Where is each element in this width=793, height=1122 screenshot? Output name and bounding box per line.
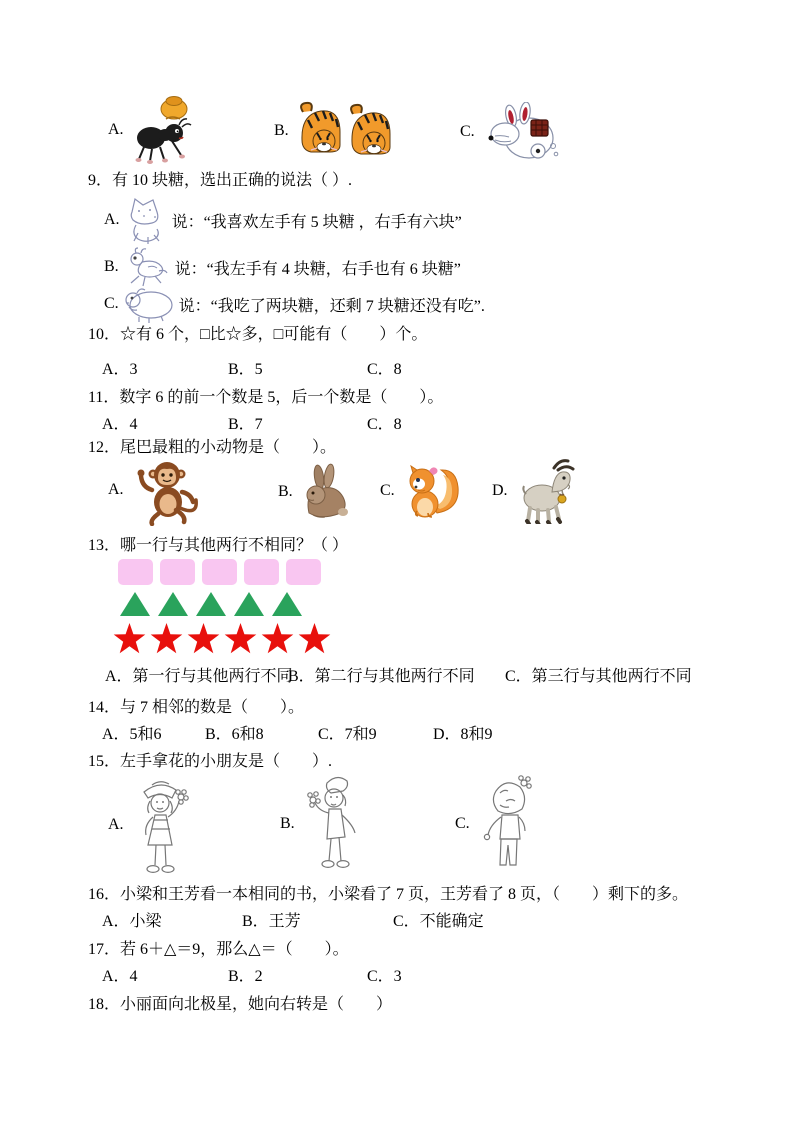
red-star-shape [112, 623, 147, 655]
red-star-shape [223, 623, 258, 655]
q9-option-b [104, 246, 461, 288]
q13-option-c: C．第三行与其他两行不同 [505, 668, 692, 685]
q9-option-c [104, 284, 485, 324]
q15-option-b [280, 770, 365, 878]
q15-option-c-label: C. [455, 815, 470, 832]
q12-option-a-label: A. [108, 481, 124, 498]
two-tigers-image [297, 100, 397, 162]
child-sketch-back [476, 771, 540, 877]
pink-rectangle-shape [202, 559, 237, 585]
green-triangle-shape [158, 592, 188, 616]
green-triangle-shape [120, 592, 150, 616]
q8-option-a-label: A. [108, 121, 124, 138]
q12-option-b [278, 462, 351, 522]
ant-carrying-pot-image [132, 93, 196, 167]
child-sketch-front-hat [130, 773, 192, 877]
squirrel-image [403, 461, 461, 521]
q17-stem: 17．若 6＋△＝9，那么△＝（ ）。 [88, 941, 349, 958]
pink-rectangle-shape [118, 559, 153, 585]
q10-stem: 10．☆有 6 个，□比☆多，□可能有（ ）个。 [88, 326, 428, 343]
q11-option-a: A．4 [102, 416, 138, 433]
pink-rectangle-shape [286, 559, 321, 585]
q14-option-a: A．5和6 [102, 726, 162, 743]
q14-stem: 14．与 7 相邻的数是（ ）。 [88, 699, 305, 716]
q16-stem: 16．小梁和王芳看一本相同的书，小梁看了 7 页，王芳看了 8 页，（ ）剩下的多。 [88, 886, 689, 903]
red-star-shape [297, 623, 332, 655]
q9-option-b-text: 说：“我左手有 4 块糖，右手也有 6 块糖” [174, 260, 461, 278]
q12-option-d-label: D. [492, 482, 508, 499]
q16-option-c: C．不能确定 [393, 913, 484, 930]
q12-option-b-label: B. [278, 483, 293, 500]
q18-stem: 18．小丽面向北极星，她向右转是（ ） [88, 996, 393, 1013]
q16-option-b: B．王芳 [242, 913, 301, 930]
deer-line-drawing [123, 247, 171, 287]
q8-option-c [460, 100, 559, 164]
q14-option-d: D．8和9 [433, 726, 493, 743]
q13-option-b: B．第二行与其他两行不同 [288, 668, 475, 685]
green-triangle-shape [196, 592, 226, 616]
q17-option-b: B．2 [228, 968, 263, 985]
brown-rabbit-image [301, 463, 351, 521]
q9-option-a-text: 说：“我喜欢左手有 5 块糖 ，右手有六块” [171, 213, 462, 231]
q9-option-b-label: B. [104, 258, 119, 275]
q16-option-a: A．小梁 [102, 913, 162, 930]
q13-row-triangles [120, 592, 302, 616]
q11-option-b: B．7 [228, 416, 263, 433]
q13-row-rectangles [118, 559, 321, 585]
goat-image [516, 458, 576, 524]
q8-option-a [108, 92, 196, 168]
q12-option-c-label: C. [380, 482, 395, 499]
q14-option-b: B．6和8 [205, 726, 264, 743]
q9-option-a-label: A. [104, 211, 120, 228]
monkey-image [132, 454, 204, 526]
q14-option-c: C．7和9 [318, 726, 377, 743]
q10-option-a: A．3 [102, 361, 138, 378]
q17-option-c: C．3 [367, 968, 402, 985]
q12-option-c [380, 460, 461, 522]
red-star-shape [260, 623, 295, 655]
q11-option-c: C．8 [367, 416, 402, 433]
q11-stem: 11．数字 6 的前一个数是 5，后一个数是（ ）。 [88, 389, 444, 406]
pink-rectangle-shape [160, 559, 195, 585]
pink-rectangle-shape [244, 559, 279, 585]
q10-option-b: B．5 [228, 361, 263, 378]
q8-option-b [274, 98, 397, 164]
q8-option-c-label: C. [460, 123, 475, 140]
q15-option-b-label: B. [280, 815, 295, 832]
red-star-shape [149, 623, 184, 655]
q17-option-a: A．4 [102, 968, 138, 985]
q9-option-a [104, 194, 462, 246]
q9-option-c-label: C. [104, 295, 119, 312]
q13-stem: 13．哪一行与其他两行不相同？（ ） [88, 537, 349, 554]
q12-stem: 12．尾巴最粗的小动物是（ ）。 [88, 439, 337, 456]
q13-row-stars [112, 623, 332, 655]
q8-option-b-label: B. [274, 122, 289, 139]
child-sketch-side-hat [301, 771, 365, 877]
hippo-line-drawing [123, 285, 175, 323]
green-triangle-shape [272, 592, 302, 616]
q12-option-d [492, 458, 576, 524]
q13-option-a: A．第一行与其他两行不同 [105, 668, 293, 685]
q12-option-a [108, 454, 204, 526]
cat-line-drawing [124, 195, 168, 245]
q9-option-c-text: 说：“我吃了两块糖，还剩 7 块糖还没有吃”. [178, 297, 485, 315]
q15-stem: 15．左手拿花的小朋友是（ ）. [88, 753, 333, 770]
red-star-shape [186, 623, 221, 655]
rabbit-with-basket-image [483, 102, 559, 162]
green-triangle-shape [234, 592, 264, 616]
q15-option-a-label: A. [108, 816, 124, 833]
q15-option-a [108, 772, 192, 878]
q10-option-c: C．8 [367, 361, 402, 378]
q9-stem: 9．有 10 块糖，选出正确的说法（ ）. [88, 172, 353, 189]
q15-option-c [455, 770, 540, 878]
